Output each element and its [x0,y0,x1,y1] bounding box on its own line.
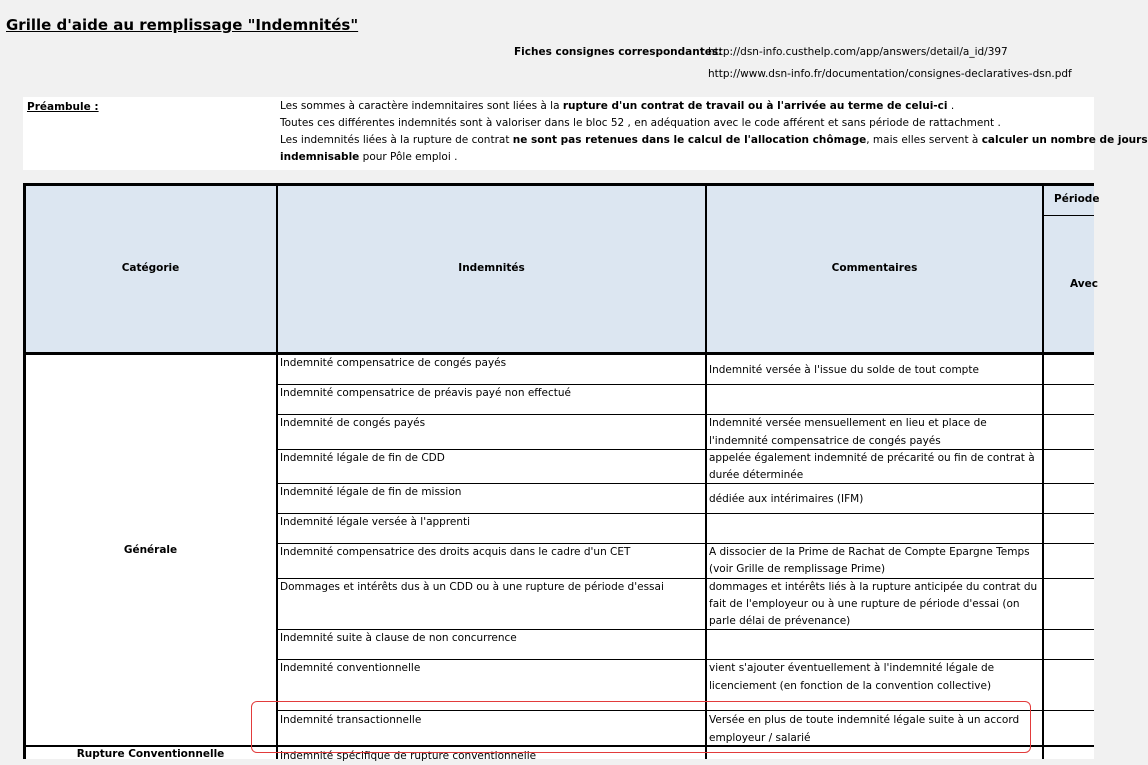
table-border [705,183,707,759]
preamble-line: Toutes ces différentes indemnités sont à valoriser dans le bloc 52 , en adéquation avec le code afférent et sans période de rattachment . [280,117,1001,129]
indemnite-cell: Indemnité compensatrice de préavis payé non effectué [280,387,572,399]
commentaire-cell: Versée en plus de toute indemnité légale suite à un accord [709,714,1020,726]
category-rupture-conventionnelle: Rupture Conventionnelle [76,748,225,760]
table-border [1044,215,1094,216]
commentaire-cell: Indemnité versée mensuellement en lieu et place de [709,417,987,429]
category-generale: Générale [123,544,178,556]
indemnite-cell: Indemnité transactionnelle [280,714,422,726]
commentaire-cell: durée déterminée [709,469,804,481]
commentaire-cell: parle délai de prévenance) [709,615,851,627]
commentaire-cell: dommages et intérêts liés à la rupture anticipée du contrat du [709,581,1038,593]
indemnite-cell: Indemnité compensatrice de congés payés [280,357,507,369]
preamble-label: Préambule : [27,101,99,113]
commentaire-cell: (voir Grille de remplissage Prime) [709,563,886,575]
reference-link[interactable]: http://www.dsn-info.fr/documentation/consignes-declaratives-dsn.pdf [708,68,1072,80]
indemnite-cell: Indemnité légale versée à l'apprenti [280,516,471,528]
indemnite-cell: Indemnité suite à clause de non concurrence [280,632,517,644]
indemnite-cell: Indemnité conventionnelle [280,662,421,674]
sheet-title: Grille d'aide au remplissage "Indemnités" [6,16,359,34]
commentaire-cell: Indemnité versée à l'issue du solde de tout compte [709,364,979,376]
commentaire-cell: fait de l'employeur ou à une rupture de période d'essai (on [709,598,1020,610]
commentaire-cell: licenciement (en fonction de la convention collective) [709,680,992,692]
preamble-line: Les indemnités liées à la rupture de contrat ne sont pas retenues dans le calcul de l'allocation chômage, mais elles servent à calculer un nombre de jours [280,134,1148,146]
highlight-annotation [251,701,1031,753]
commentaire-cell: employeur / salarié [709,732,811,744]
table-border [23,183,26,759]
indemnite-cell: Dommages et intérêts dus à un CDD ou à une rupture de période d'essai [280,581,664,593]
table-border [23,183,1094,186]
header-periode: Période [1054,193,1100,205]
indemnite-cell: Indemnité de congés payés [280,417,426,429]
preamble-line: Les sommes à caractère indemnitaires sont liées à la rupture d'un contrat de travail ou à l'arrivée au terme de celui-ci . [280,100,955,112]
preamble-line: indemnisable pour Pôle emploi . [280,151,458,163]
commentaire-cell: A dissocier de la Prime de Rachat de Compte Epargne Temps [709,546,1030,558]
indemnite-cell: Indemnité compensatrice des droits acquis dans le cadre d'un CET [280,546,631,558]
indemnite-cell: Indemnité légale de fin de mission [280,486,462,498]
header-avec: Avec [1070,278,1098,290]
indemnite-cell: Indemnité légale de fin de CDD [280,452,445,464]
header-categorie: Catégorie [121,262,180,274]
table-border [1042,183,1044,759]
header-indemnites: Indemnités [458,262,525,274]
header-commentaires: Commentaires [831,262,918,274]
commentaire-cell: vient s'ajouter éventuellement à l'indemnité légale de [709,662,995,674]
indemnite-cell: Indemnité spécifique de rupture conventionnelle [280,750,537,762]
table-border [23,352,1094,355]
table-border [276,183,278,759]
commentaire-cell: appelée également indemnité de précarité ou fin de contrat à [709,452,1035,464]
reference-link[interactable]: http://dsn-info.custhelp.com/app/answers/detail/a_id/397 [708,46,1008,58]
commentaire-cell: l'indemnité compensatrice de congés payés [709,435,941,447]
commentaire-cell: dédiée aux intérimaires (IFM) [709,493,864,505]
references-label: Fiches consignes correspondantes: [514,46,723,58]
